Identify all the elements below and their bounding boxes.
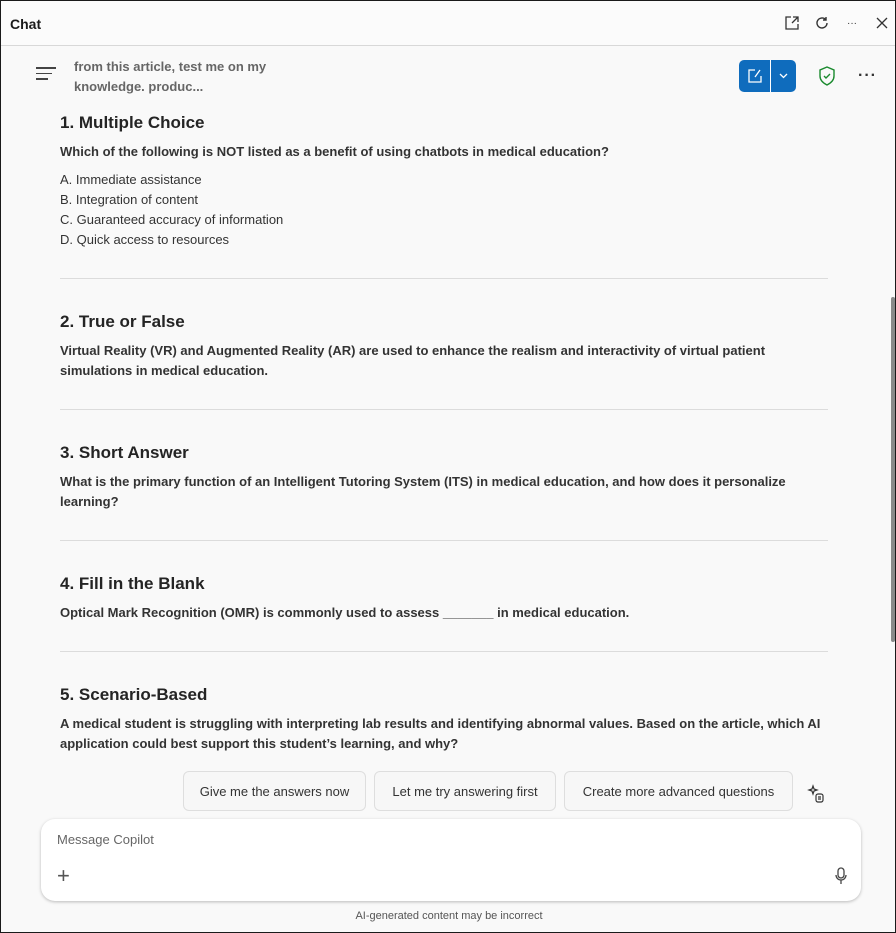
question-text: Optical Mark Recognition (OMR) is commonly used to assess _______ in medical education. [60, 605, 630, 620]
window-title: Chat [10, 16, 42, 32]
question-section [60, 684, 830, 754]
more-icon[interactable]: ··· [858, 67, 877, 84]
section-heading: 1. Multiple Choice [60, 113, 205, 132]
divider [60, 540, 828, 541]
conversation-title: from this article, test me on my knowledge. produc... [74, 59, 267, 94]
question-text: Virtual Reality (VR) and Augmented Reality (AR) are used to enhance the realism and interactivity of virtual patient simulations in medical education. [60, 343, 766, 378]
sparkle-prompts-icon[interactable] [807, 784, 825, 809]
divider [60, 278, 828, 279]
section-heading: 2. True or False [60, 312, 185, 331]
add-icon[interactable]: + [57, 863, 70, 888]
scrollbar-thumb[interactable] [891, 297, 895, 642]
option: B. Integration of content [60, 192, 199, 207]
refresh-icon[interactable] [812, 13, 832, 33]
question-text: Which of the following is NOT listed as a benefit of using chatbots in medical education? [60, 144, 609, 159]
question-text: A medical student is struggling with interpreting lab results and identifying abnormal values. Based on the article, which AI application could best support this student’s learning, and why? [60, 716, 821, 751]
question-section [60, 573, 830, 623]
question-text: What is the primary function of an Intelligent Tutoring System (ITS) in medical education, and how does it personalize learning? [60, 474, 786, 509]
more-options-icon[interactable]: ··· [847, 17, 857, 29]
message-input[interactable]: Message Copilot [57, 832, 154, 847]
disclaimer: AI-generated content may be incorrect [355, 910, 543, 922]
divider [60, 651, 828, 652]
option: A. Immediate assistance [60, 172, 202, 187]
question-section [60, 311, 830, 381]
close-icon[interactable] [872, 13, 892, 33]
scrollbar[interactable] [889, 47, 896, 887]
question-section [60, 112, 830, 250]
option: C. Guaranteed accuracy of information [60, 212, 284, 227]
chevron-down-icon[interactable] [771, 60, 796, 92]
suggestion-chip[interactable]: Create more advanced questions [564, 771, 793, 811]
new-chat-icon[interactable] [739, 60, 771, 92]
option: D. Quick access to resources [60, 232, 230, 247]
shield-check-icon[interactable] [818, 66, 836, 91]
title-bar [1, 1, 895, 46]
message-composer[interactable] [41, 819, 861, 901]
section-heading: 3. Short Answer [60, 443, 189, 462]
question-section [60, 442, 830, 512]
section-heading: 5. Scenario-Based [60, 685, 208, 704]
suggestion-chip[interactable]: Let me try answering first [374, 771, 556, 811]
open-external-icon[interactable] [782, 13, 802, 33]
divider [60, 409, 828, 410]
menu-icon[interactable] [36, 67, 56, 83]
suggestion-chip[interactable]: Give me the answers now [183, 771, 366, 811]
microphone-icon[interactable] [835, 867, 847, 890]
new-chat-button[interactable] [739, 60, 796, 92]
section-heading: 4. Fill in the Blank [60, 574, 205, 593]
